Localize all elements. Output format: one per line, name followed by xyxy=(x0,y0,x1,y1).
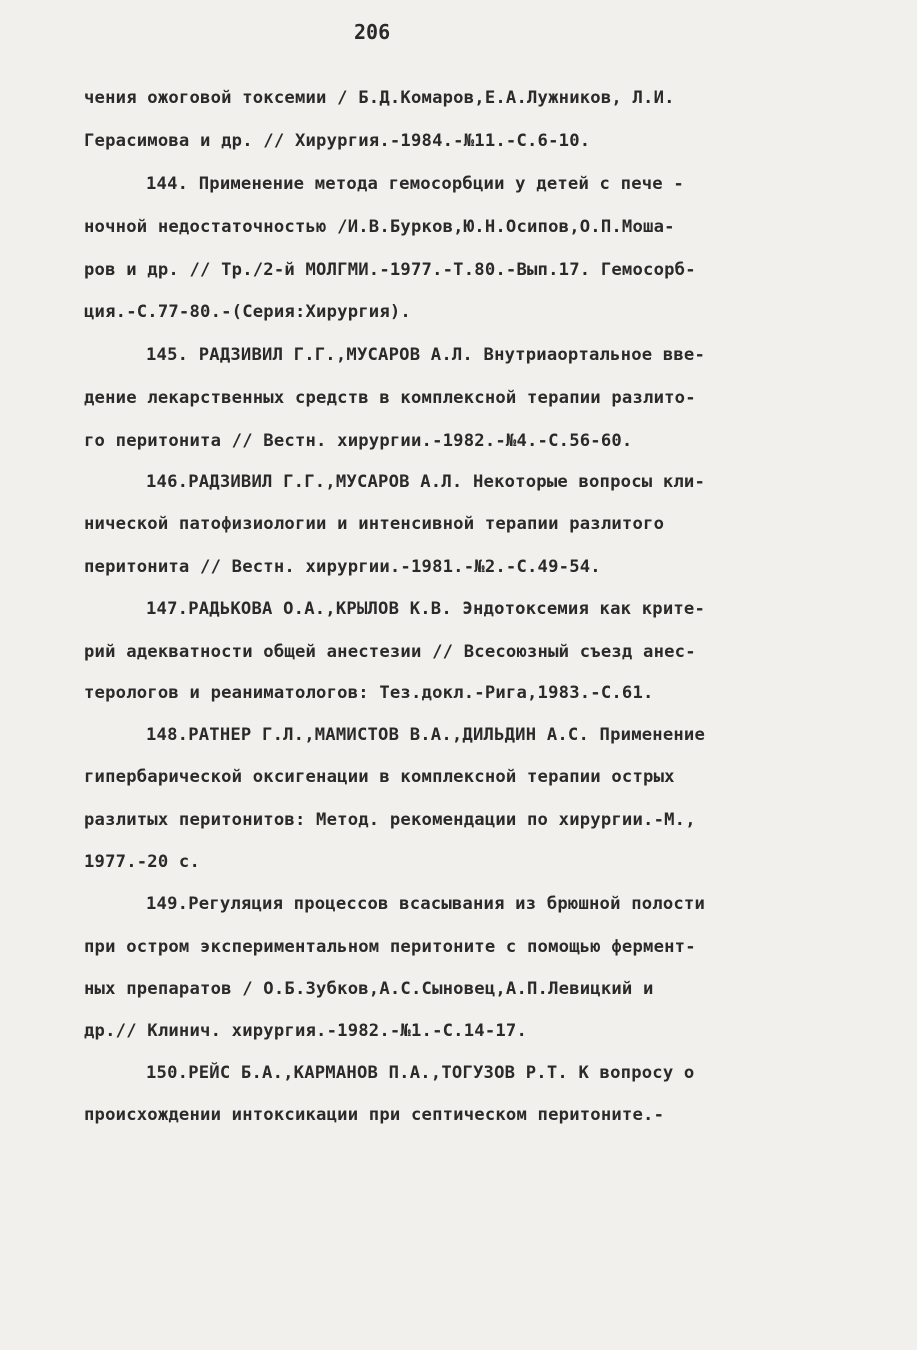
text-line: 147.РАДЬКОВА О.А.,КРЫЛОВ К.В. Эндотоксемия как крите- xyxy=(146,599,706,619)
text-line: го перитонита // Вестн. хирургии.-1982.-№4.-С.56-60. xyxy=(84,431,633,451)
text-line: 149.Регуляция процессов всасывания из брюшной полости xyxy=(146,894,706,914)
text-line: ночной недостаточностью /И.В.Бурков,Ю.Н.Осипов,О.П.Моша- xyxy=(84,217,675,237)
text-line: ных препаратов / О.Б.Зубков,А.С.Сыновец,А.П.Левицкий и xyxy=(84,979,654,999)
text-line: 145. РАДЗИВИЛ Г.Г.,МУСАРОВ А.Л. Внутриаортальное вве- xyxy=(146,345,706,365)
text-line: ров и др. // Тр./2-й МОЛГМИ.-1977.-Т.80.-Вып.17. Гемосорб- xyxy=(84,260,696,280)
text-line: гипербарической оксигенации в комплексной терапии острых xyxy=(84,767,675,787)
text-line: происхождении интоксикации при септическом перитоните.- xyxy=(84,1105,665,1125)
text-line: 146.РАДЗИВИЛ Г.Г.,МУСАРОВ А.Л. Некоторые вопросы кли- xyxy=(146,472,706,492)
text-line: терологов и реаниматологов: Тез.докл.-Рига,1983.-С.61. xyxy=(84,683,654,703)
text-line: при остром экспериментальном перитоните с помощью фермент- xyxy=(84,937,696,957)
page-number: 206 xyxy=(354,20,391,44)
text-line: 148.РАТНЕР Г.Л.,МАМИСТОВ В.А.,ДИЛЬДИН А.С. Применение xyxy=(146,725,706,745)
text-line: рий адекватности общей анестезии // Всесоюзный съезд анес- xyxy=(84,642,696,662)
text-line: чения ожоговой токсемии / Б.Д.Комаров,Е.А.Лужников, Л.И. xyxy=(84,88,675,108)
text-line: др.// Клинич. хирургия.-1982.-№1.-С.14-17. xyxy=(84,1021,528,1041)
text-line: 1977.-20 с. xyxy=(84,852,201,872)
text-line: 144. Применение метода гемосорбции у детей с пече - xyxy=(146,174,684,194)
text-line: разлитых перитонитов: Метод. рекомендации по хирургии.-М., xyxy=(84,810,696,830)
text-line: ция.-С.77-80.-(Серия:Хирургия). xyxy=(84,302,411,322)
text-line: нической патофизиологии и интенсивной терапии разлитого xyxy=(84,514,665,534)
text-line: дение лекарственных средств в комплексной терапии разлито- xyxy=(84,388,696,408)
text-line: перитонита // Вестн. хирургии.-1981.-№2.-С.49-54. xyxy=(84,557,601,577)
text-line: Герасимова и др. // Хирургия.-1984.-№11.-С.6-10. xyxy=(84,131,591,151)
text-line: 150.РЕЙС Б.А.,КАРМАНОВ П.А.,ТОГУЗОВ Р.Т. К вопросу о xyxy=(146,1063,695,1083)
